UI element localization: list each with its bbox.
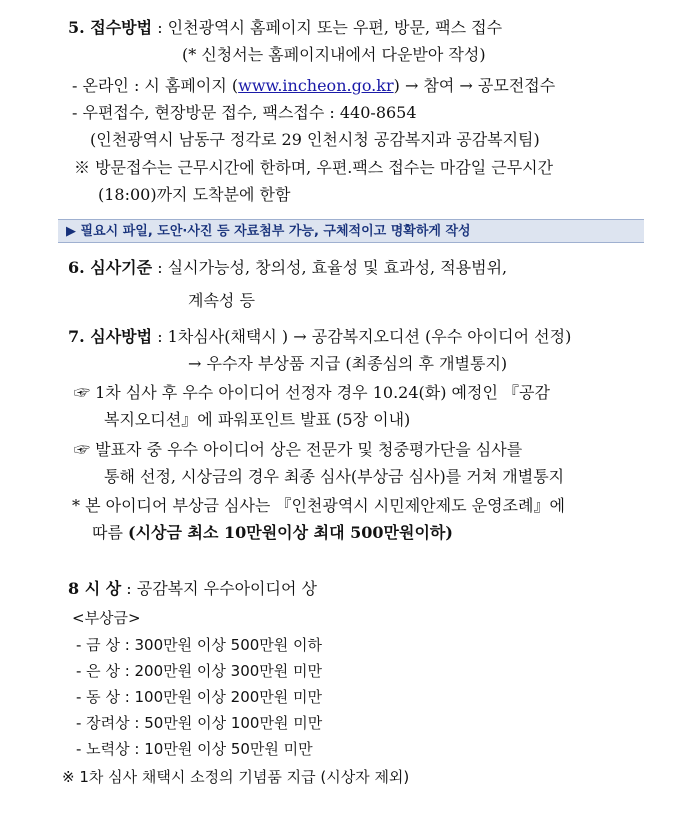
post-line: - 우편접수, 현장방문 접수, 팩스접수 : 440-8654 [72, 103, 417, 122]
section-7-line [68, 326, 571, 348]
audition-note-line-2: 복지오디션』에 파워포인트 발표 (5장 이내) [104, 410, 411, 429]
address-line: (인천광역시 남동구 정각로 29 인천시청 공감복지과 공감복지팀) [90, 130, 540, 149]
section-7-heading: 7. 심사방법 [68, 327, 153, 346]
audition-note-line-1: ☞ 1차 심사 후 우수 아이디어 선정자 경우 10.24(화) 예정인 『공감 [74, 383, 550, 402]
online-line [72, 75, 555, 97]
section-6-line [68, 257, 507, 279]
selection-note-line-1: ☞ 발표자 중 우수 아이디어 상은 전문가 및 청중평가단을 심사를 [74, 440, 523, 459]
prize-sub-heading: <부상금> [72, 609, 141, 627]
selection-note-line-2: 통해 선정, 시상금의 경우 최종 심사(부상금 심사)를 거쳐 개별통지 [104, 467, 565, 486]
section-8-text: : 공감복지 우수아이디어 상 [121, 579, 317, 598]
prize-range-note: (시상금 최소 10만원이상 최대 500만원이하) [128, 523, 453, 542]
prize-item-silver: - 은 상 : 200만원 이상 300만원 미만 [76, 662, 323, 680]
online-suffix: ) → 참여 → 공모전접수 [393, 76, 556, 95]
attachment-banner: ▶ 필요시 파일, 도안·사진 등 자료첨부 가능, 구체적이고 명확하게 작성 [58, 219, 644, 243]
section-5-line [68, 17, 502, 39]
ordinance-note-prefix: 따름 [92, 523, 128, 542]
online-prefix: - 온라인 : 시 홈페이지 ( [72, 76, 239, 95]
ordinance-note-line-2 [92, 522, 453, 544]
prize-item-gold: - 금 상 : 300만원 이상 500만원 이하 [76, 636, 323, 654]
section-5-heading: 5. 접수방법 [68, 18, 153, 37]
homepage-link[interactable]: www.incheon.go.kr [238, 76, 394, 95]
section-6-text: : 실시가능성, 창의성, 효율성 및 효과성, 적용범위, [152, 258, 508, 277]
section-5-text: : 인천광역시 홈페이지 또는 우편, 방문, 팩스 접수 [152, 18, 503, 37]
prize-item-encouragement: - 장려상 : 50만원 이상 100만원 미만 [76, 714, 323, 732]
prize-item-effort: - 노력상 : 10만원 이상 50만원 미만 [76, 740, 313, 758]
visit-note-line-2: (18:00)까지 도착분에 한함 [98, 185, 291, 204]
souvenir-footnote: ※ 1차 심사 채택시 소정의 기념품 지급 (시상자 제외) [62, 768, 410, 786]
section-8-line [68, 578, 317, 600]
section-6-text-2: 계속성 등 [188, 291, 255, 310]
section-8-heading: 8 시 상 [68, 579, 122, 598]
section-7-text-2: → 우수자 부상품 지급 (최종심의 후 개별통지) [188, 354, 508, 373]
section-7-text: : 1차심사(채택시 ) → 공감복지오디션 (우수 아이디어 선정) [152, 327, 572, 346]
ordinance-note-line-1: * 본 아이디어 부상금 심사는 『인천광역시 시민제안제도 운영조례』에 [72, 496, 565, 515]
section-5-note: (* 신청서는 홈페이지내에서 다운받아 작성) [182, 45, 486, 64]
section-6-heading: 6. 심사기준 [68, 258, 153, 277]
prize-item-bronze: - 동 상 : 100만원 이상 200만원 미만 [76, 688, 323, 706]
visit-note-line-1: ※ 방문접수는 근무시간에 한하며, 우편.팩스 접수는 마감일 근무시간 [74, 158, 554, 177]
